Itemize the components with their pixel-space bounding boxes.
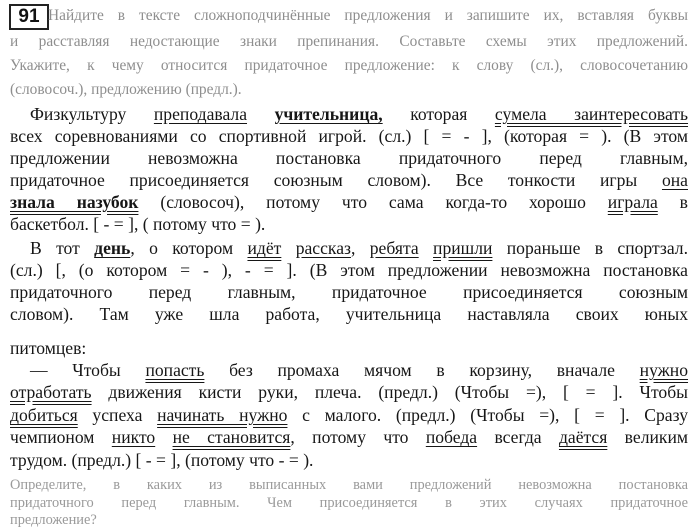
text-line: всех соревнованиями со спортивной игрой. (сл.) [ = - ], (которая = ). (В этом — [10, 126, 688, 146]
text-line: добиться успеха начинать нужно с малого. (предл.) (Чтобы =), [ = ]. Сразу — [10, 405, 688, 425]
text-line: отработать движения кисти руки, плеча. (предл.) (Чтобы =), [ = ]. Чтобы — [10, 382, 688, 402]
question-line: предложение? — [10, 512, 97, 528]
text-line: баскетбол. [ - = ], ( потому что = ). — [10, 214, 266, 234]
text-line: трудом. (предл.) [ - = ], (потому что - = ). — [10, 450, 314, 470]
question-line: придаточного перед главным. Чем присоединяется в этих случаях придаточное — [10, 495, 688, 511]
text-line: придаточного перед главным, придаточное присоединяется союзным — [10, 282, 688, 302]
text-line: (сл.) [, (о котором = - ), - = ]. (В этом предложении невозможна постановка — [10, 260, 688, 280]
text-line: предложении невозможна постановка придаточного перед главным, — [10, 148, 688, 168]
text-line: знала назубок (словосоч), потому что сама когда-то хорошо играла в — [10, 192, 688, 212]
task-line: Укажите, к чему относится придаточное предложение: к слову (сл.), словосочетанию — [10, 57, 688, 74]
text-line: Физкультуру преподавала учительница, которая сумела заинтересовать — [30, 104, 689, 124]
task-line: и расставляя недостающие знаки препинания. Составьте схемы этих предложений. — [10, 33, 688, 50]
task-line: Найдите в тексте сложноподчинённые предложения и запишите их, вставляя буквы — [48, 7, 688, 24]
question-line: Определите, в каких из выписанных вами предложений невозможна постановка — [10, 477, 688, 493]
text-line: словом). Там уже шла работа, учительница наставляла своих юных — [10, 304, 688, 324]
text-line: чемпионом никто не становится, потому что победа всегда даётся великим — [10, 427, 688, 447]
text-line: — Чтобы попасть без промаха мячом в корзину, вначале нужно — [30, 360, 689, 380]
task-line: (словосоч.), предложению (предл.). — [10, 81, 242, 98]
text-line: В тот день, о котором идёт рассказ, ребята пришли пораньше в спортзал. — [30, 238, 688, 258]
exercise-number: 91 — [9, 4, 49, 30]
text-line: питомцев: — [10, 338, 87, 358]
text-line: придаточное присоединяется союзным словом). Все тонкости игры она — [10, 170, 688, 190]
